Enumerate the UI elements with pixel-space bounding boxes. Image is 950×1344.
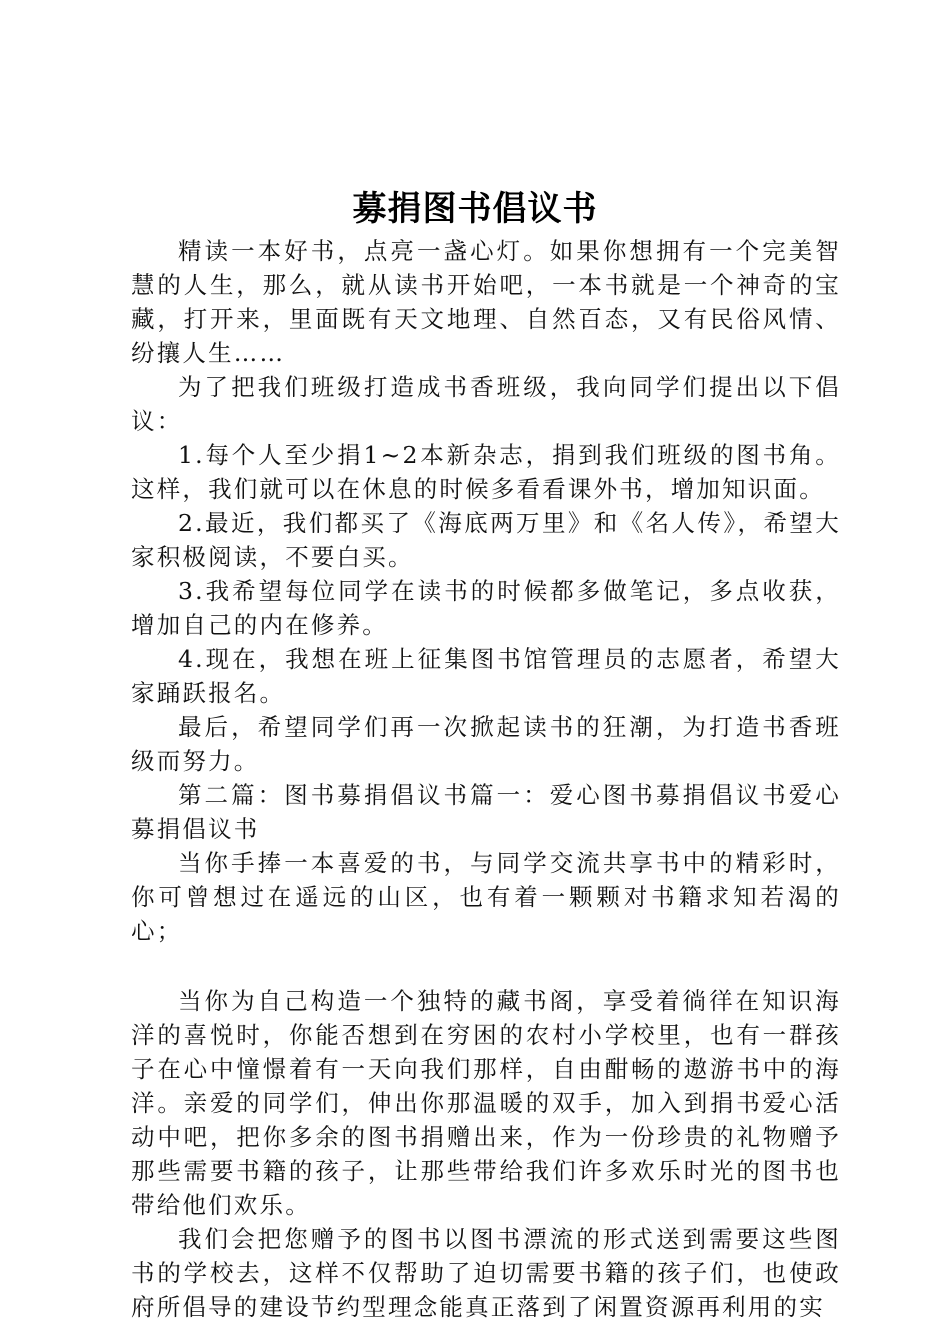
paragraph-closing: 最后，希望同学们再一次掀起读书的狂潮，为打造书香班级而努力。 (131, 713, 841, 775)
paragraph-second-1: 当你手捧一本喜爱的书，与同学交流共享书中的精彩时，你可曾想过在遥远的山区，也有着一颗颗对书籍求知若渴的心； (131, 849, 841, 945)
paragraph-item-1: 1.每个人至少捐1~2本新杂志，捐到我们班级的图书角。这样，我们就可以在休息的时候多看看课外书，增加知识面。 (131, 441, 841, 503)
paragraph-item-3: 3.我希望每位同学在读书的时候都多做笔记，多点收获，增加自己的内在修养。 (131, 577, 841, 639)
paragraph-item-4: 4.现在，我想在班上征集图书馆管理员的志愿者，希望大家踊跃报名。 (131, 645, 841, 707)
paragraph-intro: 精读一本好书，点亮一盏心灯。如果你想拥有一个完美智慧的人生，那么，就从读书开始吧，一本书就是一个神奇的宝藏，打开来，里面既有天文地理、自然百态，又有民俗风情、纷攘人生…… (131, 237, 841, 367)
paragraph-second-heading: 第二篇：图书募捐倡议书篇一：爱心图书募捐倡议书爱心募捐倡议书 (131, 781, 841, 843)
paragraph-item-2: 2.最近，我们都买了《海底两万里》和《名人传》，希望大家积极阅读，不要白买。 (131, 509, 841, 571)
document-body (131, 234, 841, 1324)
document-title: 募捐图书倡议书 (352, 189, 598, 229)
paragraph-second-3: 我们会把您赠予的图书以图书漂流的形式送到需要这些图书的学校去，这样不仅帮助了迫切需要书籍的孩子们，也使政府所倡导的建设节约型理念能真正落到了闲置资源再利用的实 (131, 1225, 841, 1321)
paragraph-second-2: 当你为自己构造一个独特的藏书阁，享受着徜徉在知识海洋的喜悦时，你能否想到在穷困的农村小学校里，也有一群孩子在心中憧憬着有一天向我们那样，自由酣畅的遨游书中的海洋。亲爱的同学们，伸出你那温暖的双手，加入到捐书爱心活动中吧，把你多余的图书捐赠出来，作为一份珍贵的礼物赠予那些需要书籍的孩子，让那些带给我们许多欢乐时光的图书也带给他们欢乐。 (131, 987, 841, 1219)
paragraph-proposal-lead: 为了把我们班级打造成书香班级，我向同学们提出以下倡议： (131, 373, 841, 435)
